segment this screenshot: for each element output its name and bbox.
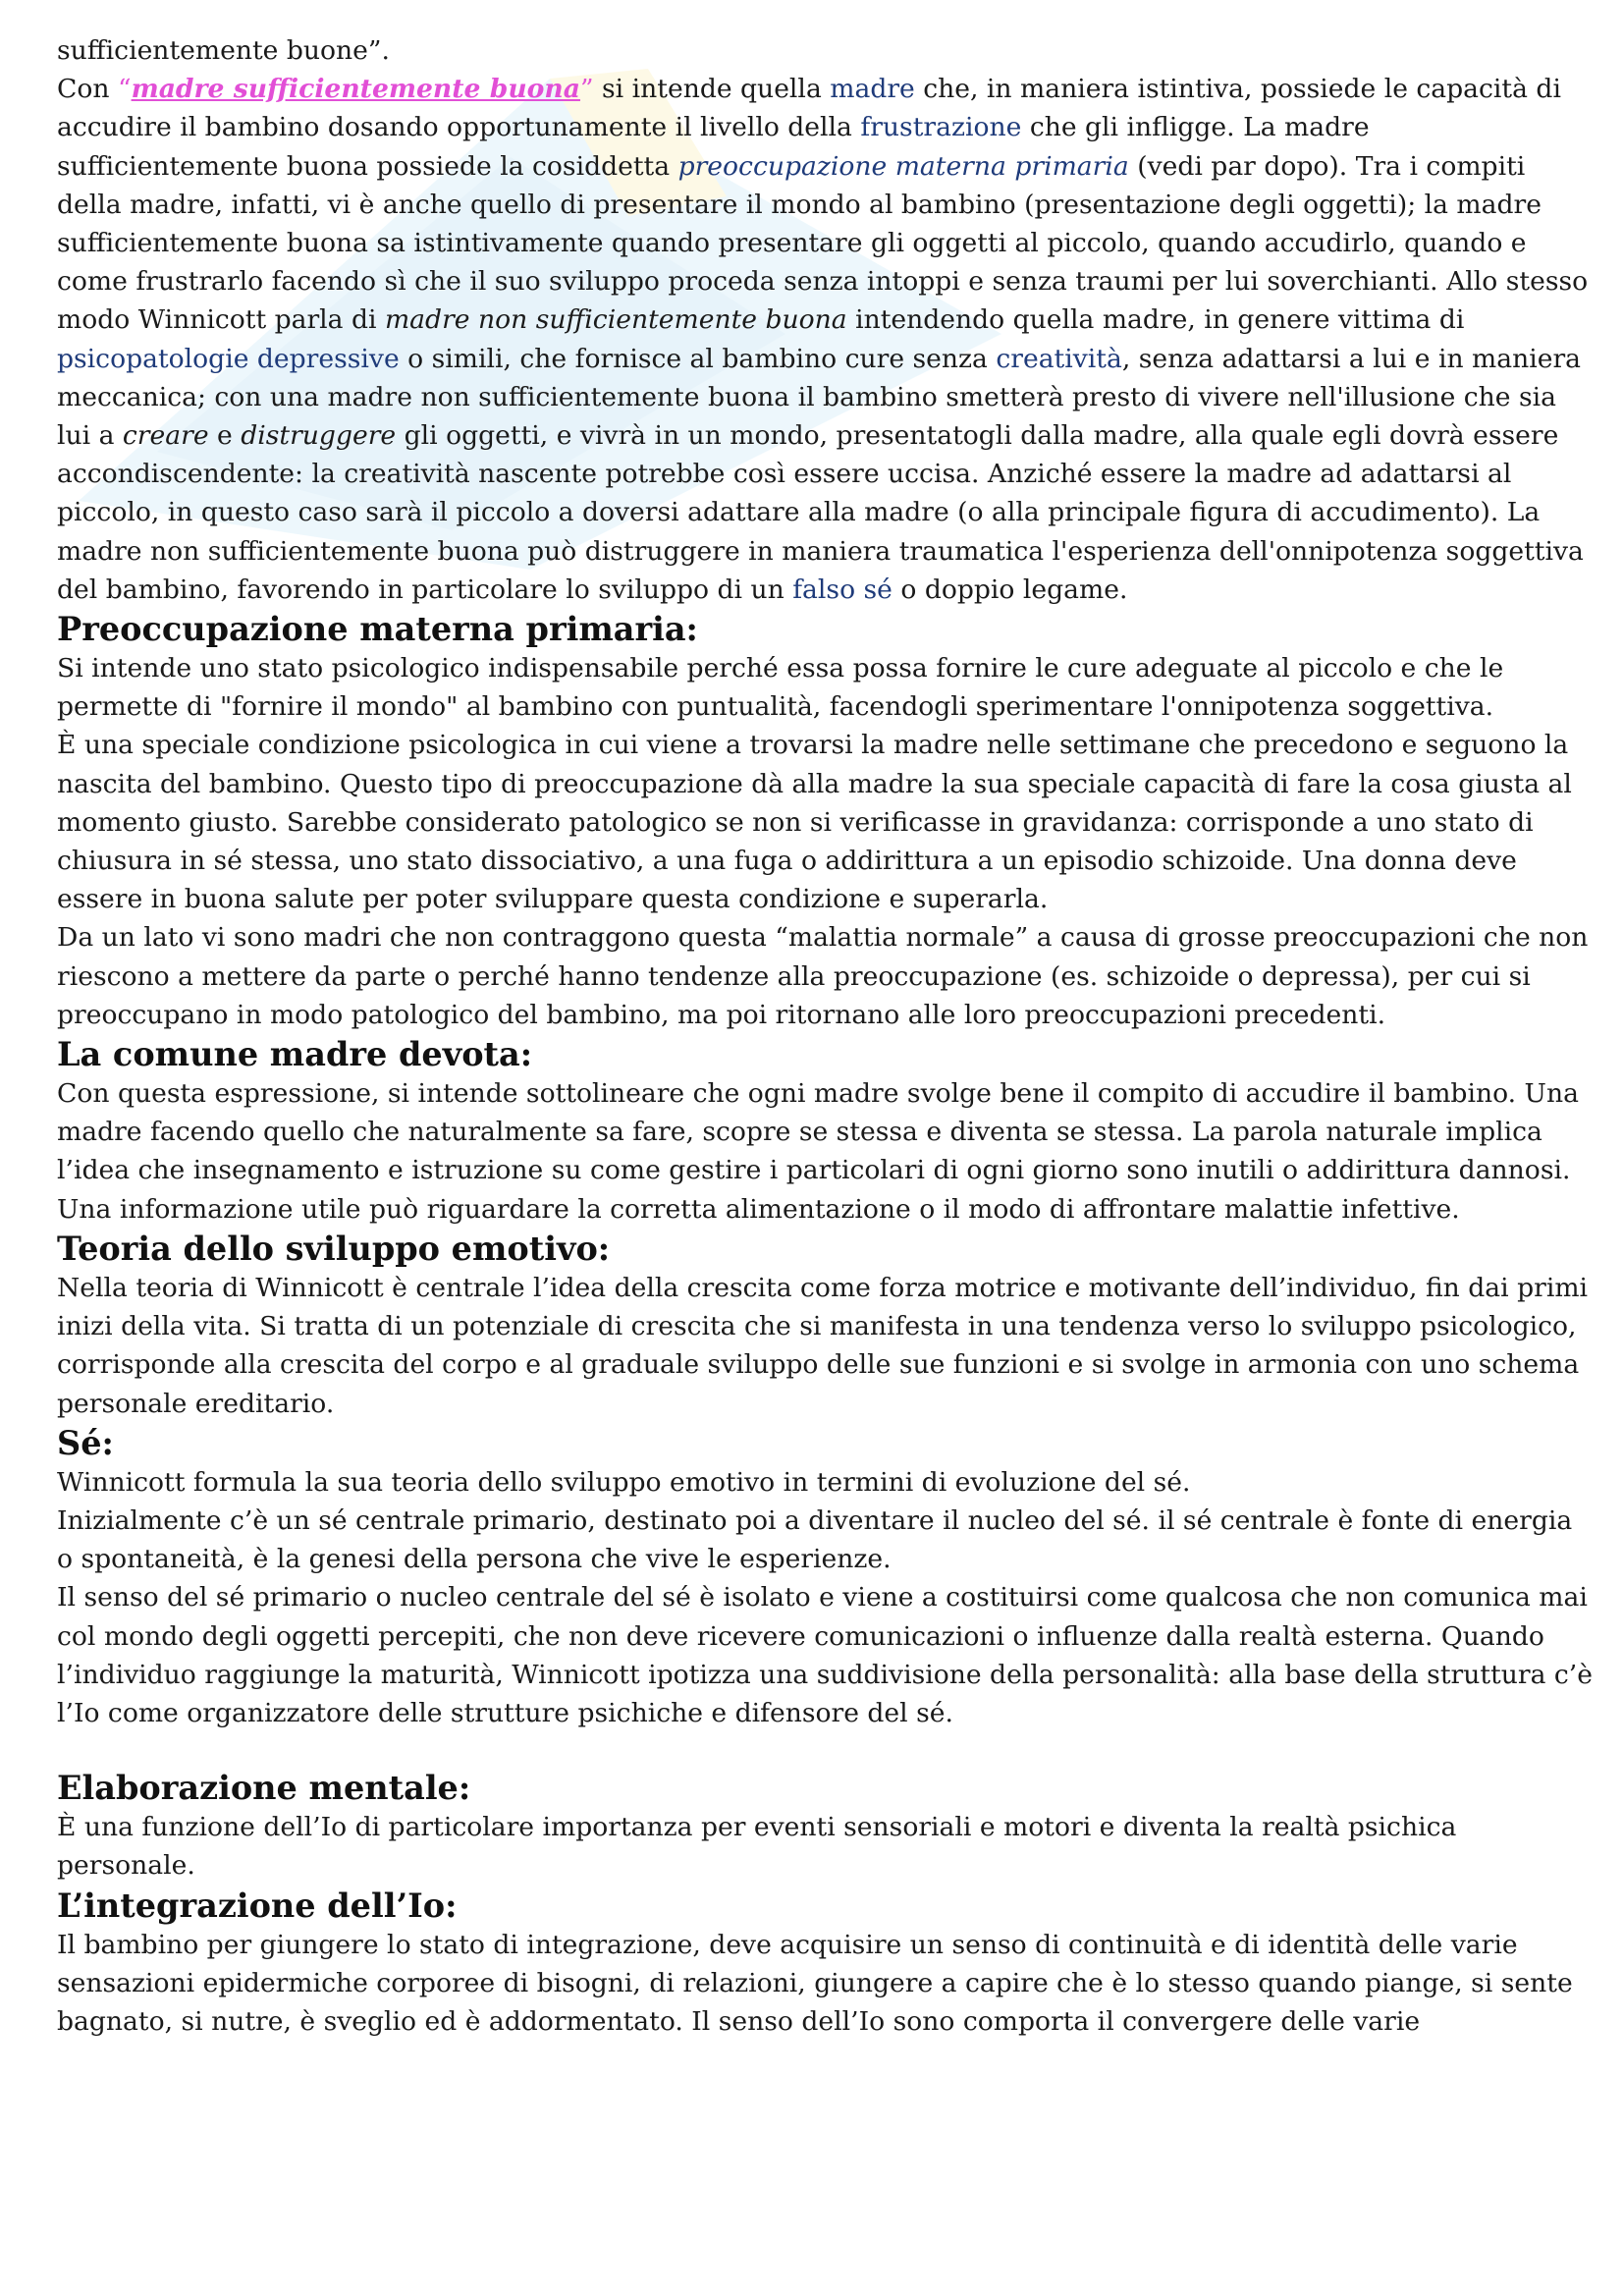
paragraph: Da un lato vi sono madri che non contraggono questa “malattia normale” a causa di grosse preoccupazioni che non riescono a mettere da parte o perché hanno tendenze alla preoccupazione (es. schizoide o depressa), per cui si preoccupano in modo patologico del bambino, ma poi ritornano alle loro preoccupazioni precedenti.: [57, 922, 1589, 1030]
link-frustrazione[interactable]: frustrazione: [860, 112, 1022, 143]
heading-comune-madre-devota: La comune madre devota:: [57, 1035, 533, 1074]
continued-line: sufficientemente buone”.: [57, 35, 390, 66]
paragraph: Il bambino per giungere lo stato di integrazione, deve acquisire un senso di continuità e di identità delle varie sensazioni epidermiche corporee di bisogni, di relazioni, giungere a capire che è lo stesso quando piange, si sente bagnato, si nutre, è sveglio ed è addormentato. Il senso dell’Io sono comporta il convergere delle varie: [57, 1929, 1573, 2037]
heading-teoria-sviluppo-emotivo: Teoria dello sviluppo emotivo:: [57, 1229, 611, 1268]
paragraph: È una funzione dell’Io di particolare importanza per eventi sensoriali e motori e diventa la realtà psichica personale.: [57, 1812, 1457, 1882]
heading-elaborazione-mentale: Elaborazione mentale:: [57, 1769, 471, 1808]
document-page: [57, 31, 1595, 2041]
link-preoccupazione-materna-primaria[interactable]: preoccupazione materna primaria: [677, 150, 1129, 182]
paragraph: È una speciale condizione psicologica in cui viene a trovarsi la madre nelle settimane che precedono e seguono la nascita del bambino. Questo tipo di preoccupazione dà alla madre la sua speciale capacità di fare la cosa giusta al momento giusto. Sarebbe considerato patologico se non si verificasse in gravidanza: corrisponde a uno stato di chiusura in sé stessa, uno stato dissociativo, a una fuga o addirittura a un episodio schizoide. Una donna deve essere in buona salute per poter sviluppare questa condizione e superarla.: [57, 730, 1572, 915]
heading-preoccupazione-materna-primaria: Preoccupazione materna primaria:: [57, 610, 698, 649]
paragraph: Inizialmente c’è un sé centrale primario, destinato poi a diventare il nucleo del sé. il sé centrale è fonte di energia o spontaneità, è la genesi della persona che vive le esperienze.: [57, 1504, 1573, 1575]
heading-se: Sé:: [57, 1423, 114, 1462]
link-madre[interactable]: madre: [830, 74, 915, 105]
link-psicopatologie-depressive[interactable]: psicopatologie depressive: [57, 343, 400, 374]
paragraph: Winnicott formula la sua teoria dello sviluppo emotivo in termini di evoluzione del sé.: [57, 1466, 1191, 1498]
link-falso-se[interactable]: falso sé: [792, 574, 893, 605]
heading-integrazione-io: L’integrazione dell’Io:: [57, 1886, 458, 1925]
link-madre-sufficientemente-buona[interactable]: madre sufficientemente buona: [131, 74, 580, 105]
link-creativita[interactable]: creatività: [996, 343, 1122, 374]
paragraph: Con questa espressione, si intende sottolineare che ogni madre svolge bene il compito di accudire il bambino. Una madre facendo quello che naturalmente sa fare, scopre se stessa e diventa se stessa. La parola naturale implica l’idea che insegnamento e istruzione su come gestire i particolari di ogni giorno sono inutili o addirittura dannosi. Una informazione utile può riguardare la corretta alimentazione o il modo di affrontare malattie infettive.: [57, 1078, 1579, 1225]
spacer: [57, 1732, 1595, 1768]
paragraph: Si intende uno stato psicologico indispensabile perché essa possa fornire le cure adeguate al piccolo e che le permette di "fornire il mondo" al bambino con puntualità, facendogli sperimentare l'onnipotenza soggettiva.: [57, 653, 1504, 723]
intro-paragraph: Con “madre sufficientemente buona” si intende quella madre che, in maniera istintiva, possiede le capacità di accudire il bambino dosando opportunamente il livello della frustrazione che gli infligge. La madre sufficientemente buona possiede la cosiddetta preoccupazione materna primaria (vedi par dopo). Tra i compiti della madre, infatti, vi è anche quello di presentare il mondo al bambino (presentazione degli oggetti); la madre sufficientemente buona sa istintivamente quando presentare gli oggetti al piccolo, quando accudirlo, quando e come frustrarlo facendo sì che il suo sviluppo proceda senza intoppi e senza traumi per lui soverchianti. Allo stesso modo Winnicott parla di madre non sufficientemente buona intendendo quella madre, in genere vittima di psicopatologie depressive o simili, che fornisce al bambino cure senza creatività, senza adattarsi a lui e in maniera meccanica; con una madre non sufficientemente buona il bambino smetterà presto di vivere nell'illusione che sia lui a creare e distruggere gli oggetti, e vivrà in un mondo, presentatogli dalla madre, alla quale egli dovrà essere accondiscendente: la creatività nascente potrebbe così essere uccisa. Anziché essere la madre ad adattarsi al piccolo, in questo caso sarà il piccolo a doversi adattare alla madre (o alla principale figura di accudimento). La madre non sufficientemente buona può distruggere in maniera traumatica l'esperienza dell'onnipotenza soggettiva del bambino, favorendo in particolare lo sviluppo di un falso sé o doppio legame.: [57, 74, 1589, 605]
paragraph: Nella teoria di Winnicott è centrale l’idea della crescita come forza motrice e motivante dell’individuo, fin dai primi inizi della vita. Si tratta di un potenziale di crescita che si manifesta in una tendenza verso lo sviluppo psicologico, corrisponde alla crescita del corpo e al graduale sviluppo delle sue funzioni e si svolge in armonia con uno schema personale ereditario.: [57, 1272, 1589, 1419]
paragraph: Il senso del sé primario o nucleo centrale del sé è isolato e viene a costituirsi come qualcosa che non comunica mai col mondo degli oggetti percepiti, che non deve ricevere comunicazioni o influenze dalla realtà esterna. Quando l’individuo raggiunge la maturità, Winnicott ipotizza una suddivisione della personalità: alla base della struttura c’è l’Io come organizzatore delle strutture psichiche e difensore del sé.: [57, 1582, 1593, 1728]
